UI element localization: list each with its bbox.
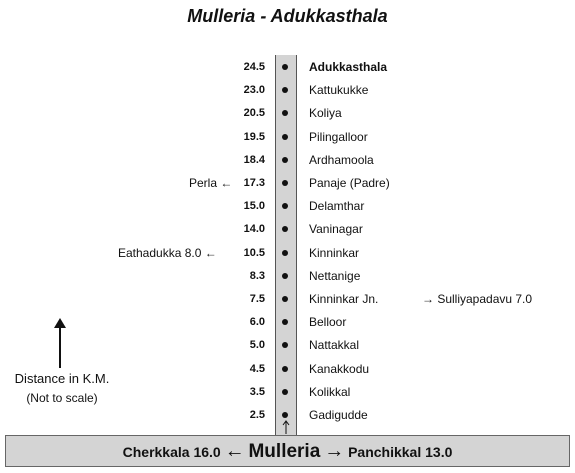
stop-dot-icon [282,157,288,163]
stop-row [0,312,575,332]
stop-row [0,127,575,147]
origin-town: Mulleria [248,441,321,462]
stop-name: Gadigudde [309,408,368,422]
scale-note: (Not to scale) [26,391,98,405]
stop-name: Pilingalloor [309,129,368,144]
stop-distance: 4.5 [249,362,265,375]
stop-row [0,243,575,263]
stop-dot-icon [282,319,288,325]
stop-distance: 17.3 [243,177,265,189]
stop-row [0,103,575,123]
distance-legend: Distance in K.M. [14,371,110,386]
stop-distance: 15.0 [243,200,265,213]
stop-dot-icon [282,366,288,372]
origin-line [0,438,575,465]
stop-name: Kanakkodu [309,361,370,376]
stop-distance: 8.3 [249,269,265,282]
stop-name: Kinninkar Jn. [309,292,379,306]
right-destination: Panchikkal 13.0 [348,444,453,460]
stop-row [0,57,575,77]
left-arrow-icon: ← [224,440,245,462]
stop-distance: 3.5 [249,385,265,398]
stop-name: Ardhamoola [309,152,374,167]
stop-distance: 18.4 [243,153,265,166]
stop-name: Adukkasthala [309,60,388,74]
stop-distance: 2.5 [249,409,265,421]
stop-dot-icon [282,87,288,93]
stop-dot-icon [282,134,288,140]
stop-row [0,335,575,355]
right-arrow-icon: → [324,440,345,462]
stop-row [0,80,575,100]
stop-name: Panaje (Padre) [309,176,390,190]
stop-name: Nattakkal [309,338,360,353]
stop-distance: 10.5 [243,246,265,259]
stop-distance: 6.0 [249,316,265,329]
stop-distance: 24.5 [243,61,265,73]
branch-right: → Sulliyapadavu 7.0 [422,292,533,306]
stop-dot-icon [282,389,288,395]
stop-row [0,289,575,309]
start-arrow-icon [281,420,291,434]
stop-dot-icon [282,296,288,302]
up-arrow-icon [52,318,68,368]
stop-name: Kattukukke [309,83,369,98]
stop-row [0,266,575,286]
stop-dot-icon [282,180,288,186]
stop-distance: 7.5 [249,293,265,305]
stop-name: Nettanige [309,268,361,283]
branch-left: Perla ← [189,176,233,190]
stop-dot-icon [282,273,288,279]
stop-row [0,196,575,216]
stop-distance: 23.0 [243,84,265,97]
stop-dot-icon [282,203,288,209]
stop-distance: 14.0 [243,223,265,236]
stop-row [0,150,575,170]
branch-left: Eathadukka 8.0 ← [118,245,217,260]
stop-name: Delamthar [309,199,365,214]
stop-name: Kinninkar [309,245,360,260]
stop-name: Belloor [309,315,347,330]
stop-dot-icon [282,226,288,232]
left-destination: Cherkkala 16.0 [122,444,221,460]
stop-dot-icon [282,110,288,116]
stop-name: Kolikkal [309,384,351,399]
stop-dot-icon [282,64,288,70]
stop-row [0,219,575,239]
stop-name: Koliya [309,106,342,121]
page-title: Mulleria - Adukkasthala [187,6,388,26]
stop-name: Vaninagar [309,222,363,237]
stop-distance: 5.0 [249,339,265,352]
stop-distance: 20.5 [243,107,265,120]
stop-dot-icon [282,412,288,418]
stop-dot-icon [282,250,288,256]
stop-distance: 19.5 [243,130,265,143]
stop-row [0,173,575,193]
stop-dot-icon [282,342,288,348]
